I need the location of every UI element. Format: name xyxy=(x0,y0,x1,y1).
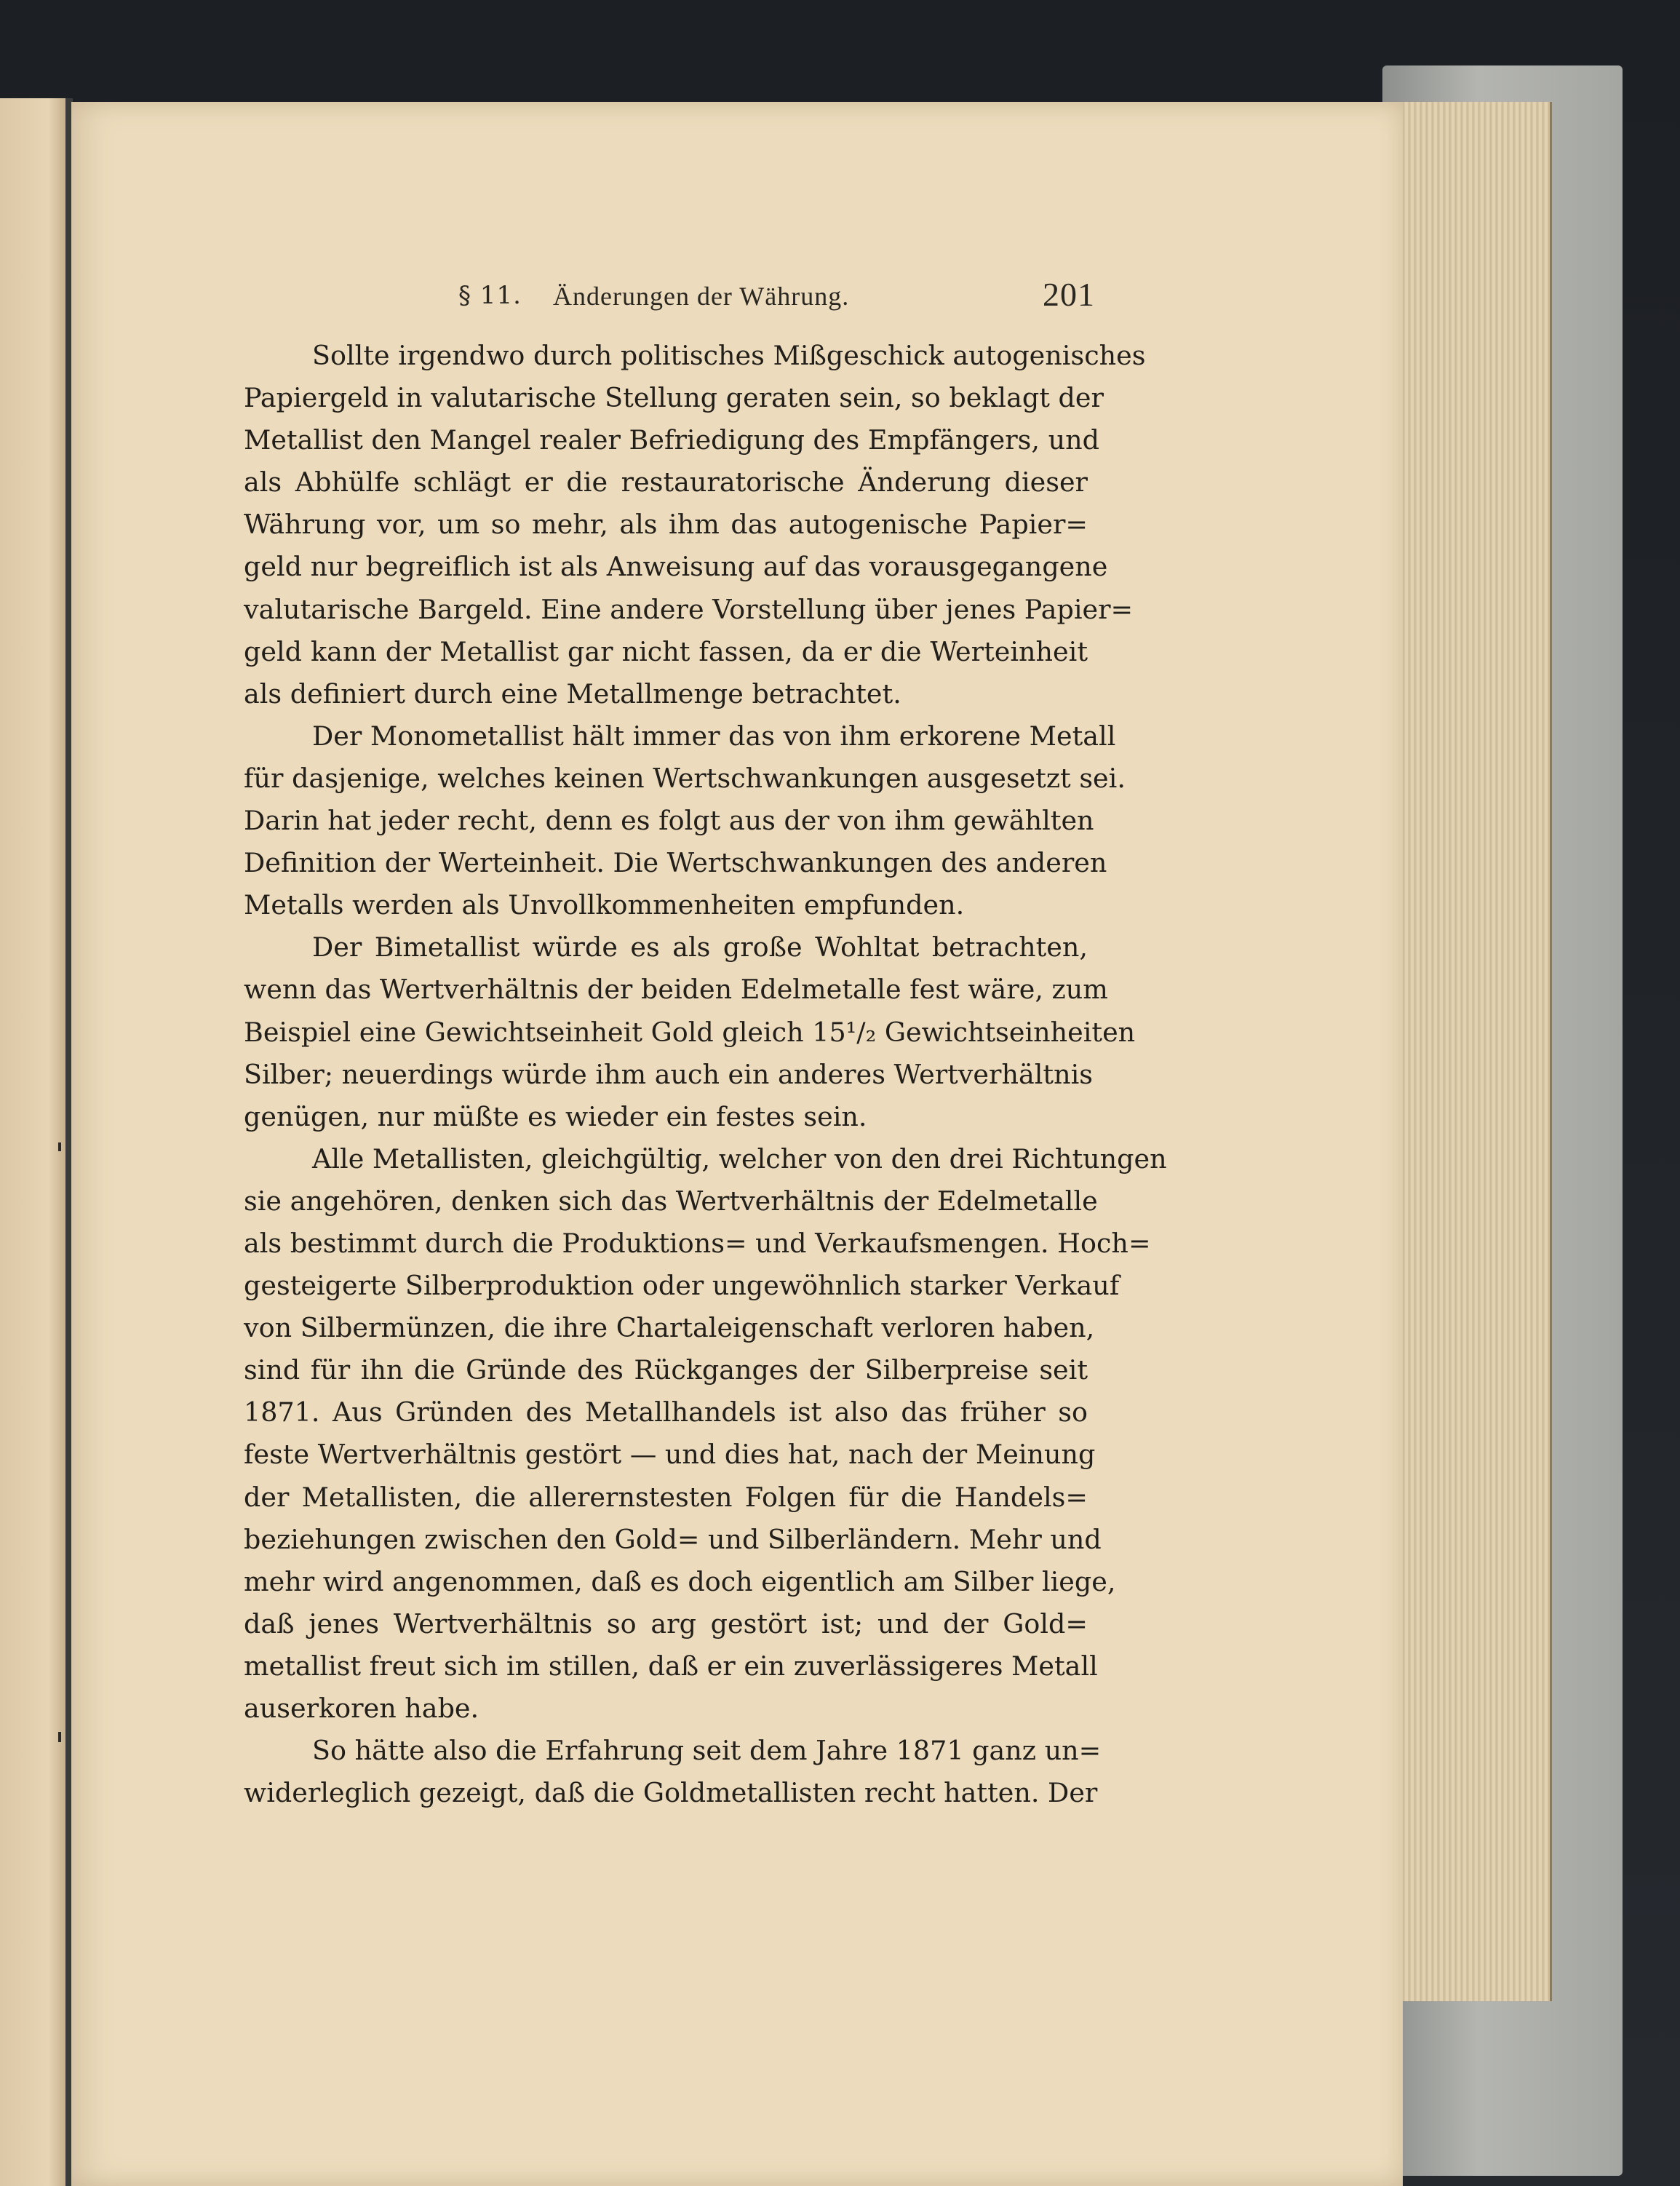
text-line: Sollte irgendwo durch politisches Mißgeschick autogenisches xyxy=(312,340,1146,371)
text-line: Metallist den Mangel realer Befriedigung des Empfängers, und xyxy=(244,424,1099,456)
body-text xyxy=(244,335,1167,1814)
text-line: auserkoren habe. xyxy=(244,1693,479,1724)
text-line: So hätte also die Erfahrung seit dem Jahre 1871 ganz un= xyxy=(312,1735,1102,1767)
running-head xyxy=(458,275,1095,319)
text-line: Silber; neuerdings würde ihm auch ein anderes Wertverhältnis xyxy=(244,1058,1094,1090)
text-line: Definition der Werteinheit. Die Wertschwankungen des anderen xyxy=(244,847,1107,879)
text-line: Alle Metallisten, gleichgültig, welcher von den drei Richtungen xyxy=(312,1142,1167,1175)
text-line: als bestimmt durch die Produktions= und Verkaufsmengen. Hoch= xyxy=(244,1227,1151,1259)
text-line: von Silbermünzen, die ihre Chartaleigenschaft verloren haben, xyxy=(244,1312,1095,1344)
text-line: Darin hat jeder recht, denn es folgt aus der von ihm gewählten xyxy=(244,805,1094,837)
text-line: 1871. Aus Gründen des Metallhandels ist also das früher so xyxy=(244,1396,1088,1428)
page-number: 201 xyxy=(1043,276,1095,313)
text-line: Der Monometallist hält immer das von ihm erkorene Metall xyxy=(312,720,1116,752)
section-number: § 11. xyxy=(458,281,522,310)
text-line: Der Bimetallist würde es als große Wohltat betrachten, xyxy=(312,931,1088,963)
text-line: widerleglich gezeigt, daß die Goldmetallisten recht hatten. Der xyxy=(244,1777,1098,1809)
text-line: genügen, nur müßte es wieder ein festes sein. xyxy=(244,1100,867,1132)
paragraph xyxy=(244,1730,1102,1814)
text-line: Papiergeld in valutarische Stellung geraten sein, so beklagt der xyxy=(244,382,1104,414)
text-line: sind für ihn die Gründe des Rückganges der Silberpreise seit xyxy=(244,1354,1088,1386)
text-line: sie angehören, denken sich das Wertverhältnis der Edelmetalle xyxy=(244,1185,1098,1217)
page-stack-edges xyxy=(1393,102,1552,2001)
text-line: Metalls werden als Unvollkommenheiten empfunden. xyxy=(244,889,965,921)
text-line: geld kann der Metallist gar nicht fassen, da er die Werteinheit xyxy=(244,635,1088,667)
paragraph xyxy=(244,335,1146,715)
paragraph xyxy=(244,715,1126,926)
text-line: feste Wertverhältnis gestört — und dies hat, nach der Meinung xyxy=(244,1439,1096,1471)
text-line: Beispiel eine Gewichtseinheit Gold gleich 15¹/₂ Gewichtseinheiten xyxy=(244,1016,1136,1048)
text-line: für dasjenige, welches keinen Wertschwankungen ausgesetzt sei. xyxy=(244,762,1126,794)
margin-mark xyxy=(58,1732,61,1742)
text-line: beziehungen zwischen den Gold= und Silberländern. Mehr und xyxy=(244,1523,1102,1555)
paragraph xyxy=(244,926,1136,1137)
text-line: mehr wird angenommen, daß es doch eigentlich am Silber liege, xyxy=(244,1565,1116,1597)
text-line: als definiert durch eine Metallmenge betrachtet. xyxy=(244,677,901,710)
text-line: metallist freut sich im stillen, daß er ein zuverlässigeres Metall xyxy=(244,1650,1098,1682)
text-line: der Metallisten, die allerernstesten Folgen für die Handels= xyxy=(244,1481,1088,1513)
paragraph xyxy=(244,1138,1167,1730)
text-line: geld nur begreiflich ist als Anweisung auf das vorausgegangene xyxy=(244,551,1108,583)
text-line: Währung vor, um so mehr, als ihm das autogenische Papier= xyxy=(244,509,1088,541)
text-line: gesteigerte Silberproduktion oder ungewöhnlich starker Verkauf xyxy=(244,1270,1120,1302)
margin-mark xyxy=(58,1142,61,1151)
section-title: Änderungen der Währung. xyxy=(553,282,850,311)
text-line: als Abhülfe schlägt er die restauratorische Änderung dieser xyxy=(244,466,1088,498)
text-line: wenn das Wertverhältnis der beiden Edelmetalle fest wäre, zum xyxy=(244,974,1108,1006)
text-line: daß jenes Wertverhältnis so arg gestört ist; und der Gold= xyxy=(244,1607,1088,1640)
text-line: valutarische Bargeld. Eine andere Vorstellung über jenes Papier= xyxy=(244,593,1134,625)
